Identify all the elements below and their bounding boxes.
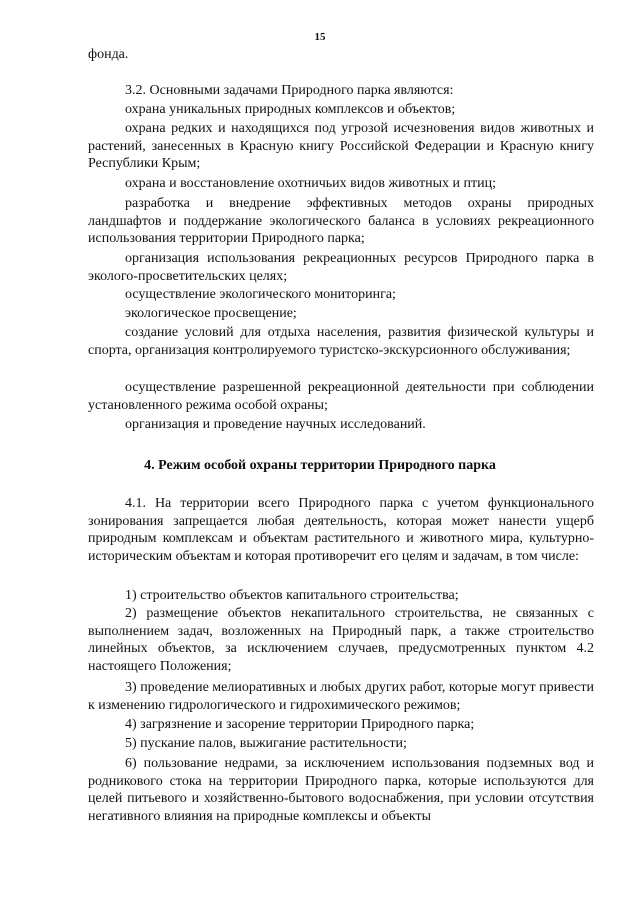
list-item-permitted-activity: осуществление разрешенной рекреационной деятельности при соблюдении установленного режима особой охраны;: [88, 380, 594, 413]
paragraph-3-2-intro: 3.2. Основными задачами Природного парка являются:: [125, 83, 454, 98]
paragraph-fund-end: фонда.: [88, 47, 129, 62]
list-item-game-animals: охрана и восстановление охотничьих видов животных и птиц;: [125, 176, 496, 191]
list-item-research: организация и проведение научных исследований.: [125, 417, 426, 432]
section-heading: 4. Режим особой охраны территории Природного парка: [144, 458, 496, 473]
list-item-monitoring: осуществление экологического мониторинга;: [125, 287, 396, 302]
list-item-2: 2) размещение объектов некапитального строительства, не связанных с выполнением задач, возложенных на Природный парк, а также строительство линейных объектов, за исключением случаев, предусмотренных пунктом 4.2 настоящего Положения;: [88, 606, 594, 674]
list-item-4: 4) загрязнение и засорение территории Природного парка;: [125, 717, 475, 732]
list-item-education: экологическое просвещение;: [125, 306, 297, 321]
list-item-recreation-conditions: создание условий для отдыха населения, развития физической культуры и спорта, организация контролируемого туристско-экскурсионного обслуживания;: [88, 325, 594, 358]
page-number: 15: [314, 31, 326, 43]
list-item-rare-species: охрана редких и находящихся под угрозой исчезновения видов животных и растений, занесенных в Красную книгу Российской Федерации и Красную книгу Республики Крым;: [88, 121, 594, 172]
paragraph-4-1: 4.1. На территории всего Природного парка с учетом функционального зонирования запрещается любая деятельность, которая может нанести ущерб природным комплексам и объектам растительного и животного мира, культурно-историческим объектам и которая противоречит его целям и задачам, в том числе:: [88, 496, 594, 564]
list-item-1: 1) строительство объектов капитального строительства;: [125, 588, 459, 603]
list-item-5: 5) пускание палов, выжигание растительности;: [125, 736, 407, 751]
list-item-3: 3) проведение мелиоративных и любых других работ, которые могут привести к изменению гидрологического и гидрохимического режимов;: [88, 680, 594, 713]
list-item-recreational-resources: организация использования рекреационных ресурсов Природного парка в эколого-просветительских целях;: [88, 251, 594, 284]
list-item-protection-methods: разработка и внедрение эффективных методов охраны природных ландшафтов и поддержание экологического баланса в условиях рекреационного использования территории Природного парка;: [88, 196, 594, 247]
list-item-unique-complexes: охрана уникальных природных комплексов и объектов;: [125, 102, 456, 117]
list-item-6: 6) пользование недрами, за исключением использования подземных вод и родникового стока на территории Природного парка, которые используются для целей питьевого и хозяйственно-бытового водоснабжения, при условии отсутствия негативного влияния на природные комплексы и объекты: [88, 756, 594, 824]
